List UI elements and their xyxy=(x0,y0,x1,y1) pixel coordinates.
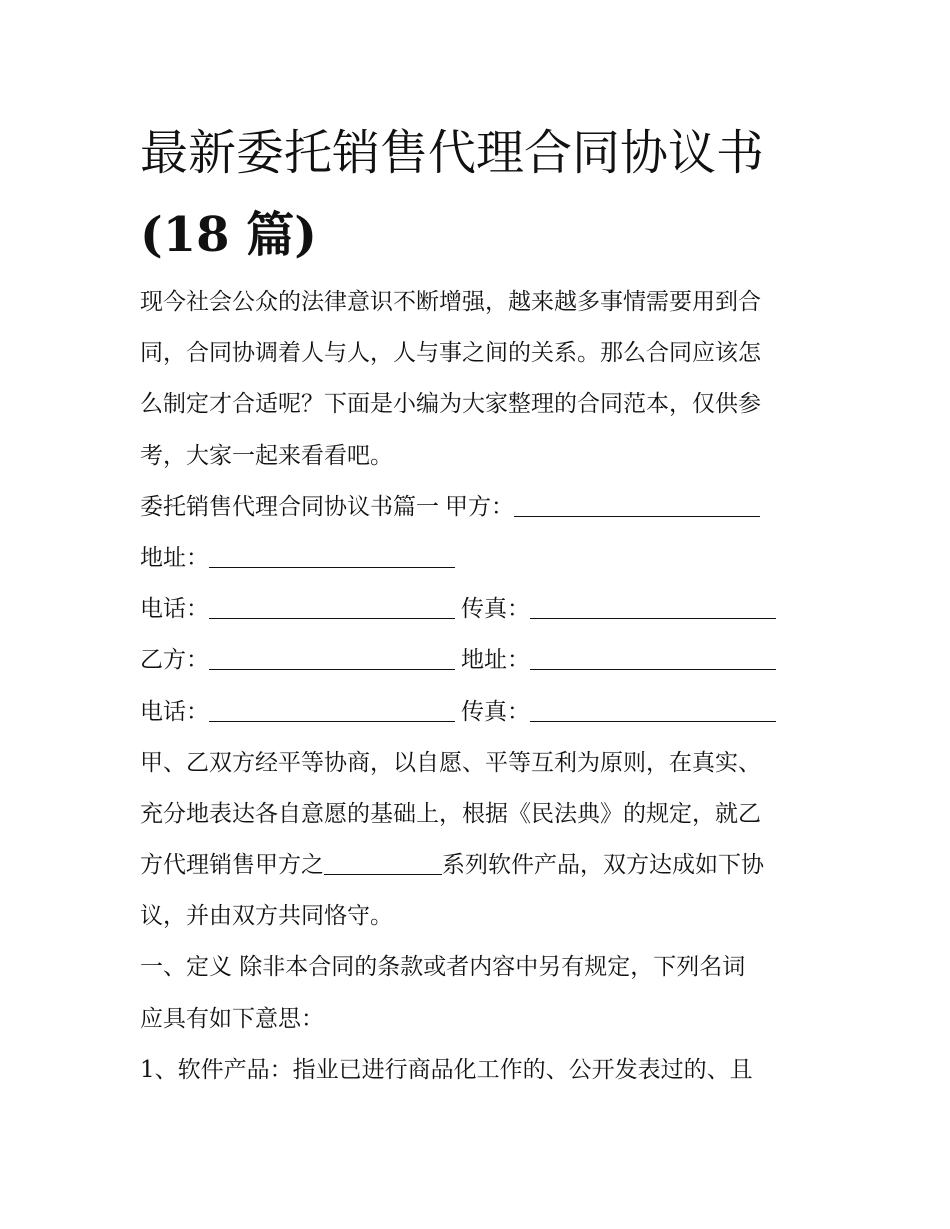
fax-a-label: 传真： xyxy=(461,596,530,623)
clause-line-3 xyxy=(140,843,820,894)
address-a-blank xyxy=(209,543,455,568)
section-heading: 委托销售代理合同协议书篇一 xyxy=(140,493,439,520)
phone-a-blank xyxy=(209,594,455,619)
definition-line-1: 一、定义 除非本合同的条款或者内容中另有规定，下列名词 xyxy=(140,954,746,981)
phone-fax-a-line xyxy=(140,587,820,638)
definition-item-1: 1、软件产品：指业已进行商品化工作的、公开发表过的、且 xyxy=(140,1056,753,1083)
intro-line-2: 同，合同协调着人与人，人与事之间的关系。那么合同应该怎 xyxy=(140,340,761,367)
phone-a-label: 电话： xyxy=(140,596,209,623)
address-a-line xyxy=(140,536,820,587)
intro-line-1: 现今社会公众的法律意识不断增强，越来越多事情需要用到合 xyxy=(140,289,761,315)
fax-b-label: 传真： xyxy=(461,698,530,725)
intro-line-4: 考，大家一起来看看吧。 xyxy=(140,442,393,469)
party-b-label: 乙方： xyxy=(140,647,209,674)
party-b-blank xyxy=(209,645,455,670)
address-a-label: 地址： xyxy=(140,544,209,571)
product-series-blank xyxy=(324,850,442,875)
party-a-label: 甲方： xyxy=(445,493,514,520)
title-line-1: 最新委托销售代理合同协议书 xyxy=(140,125,765,181)
phone-b-blank xyxy=(209,697,455,722)
phone-fax-b-line xyxy=(140,690,820,741)
phone-b-label: 电话： xyxy=(140,698,209,725)
intro-line-3: 么制定才合适呢？下面是小编为大家整理的合同范本，仅供参 xyxy=(140,391,761,418)
clause-line-4: 议，并由双方共同恪守。 xyxy=(140,903,393,930)
section-heading-line xyxy=(140,485,820,536)
address-b-blank xyxy=(530,645,776,670)
clause-line-3-before: 方代理销售甲方之 xyxy=(140,852,324,879)
title-line-2: (18 篇) xyxy=(140,207,317,263)
definition-line-2: 应具有如下意思： xyxy=(140,1005,324,1032)
party-a-blank xyxy=(514,492,760,517)
document-body xyxy=(140,280,820,1099)
party-b-line xyxy=(140,638,820,689)
clause-line-3-after: 系列软件产品，双方达成如下协 xyxy=(442,852,764,879)
address-b-label: 地址： xyxy=(461,647,530,674)
clause-line-2: 充分地表达各自意愿的基础上，根据《民法典》的规定，就乙 xyxy=(140,800,761,827)
fax-a-blank xyxy=(530,594,776,619)
clause-line-1: 甲、乙双方经平等协商，以自愿、平等互利为原则，在真实、 xyxy=(140,749,761,776)
fax-b-blank xyxy=(530,697,776,722)
document-title xyxy=(140,112,820,276)
